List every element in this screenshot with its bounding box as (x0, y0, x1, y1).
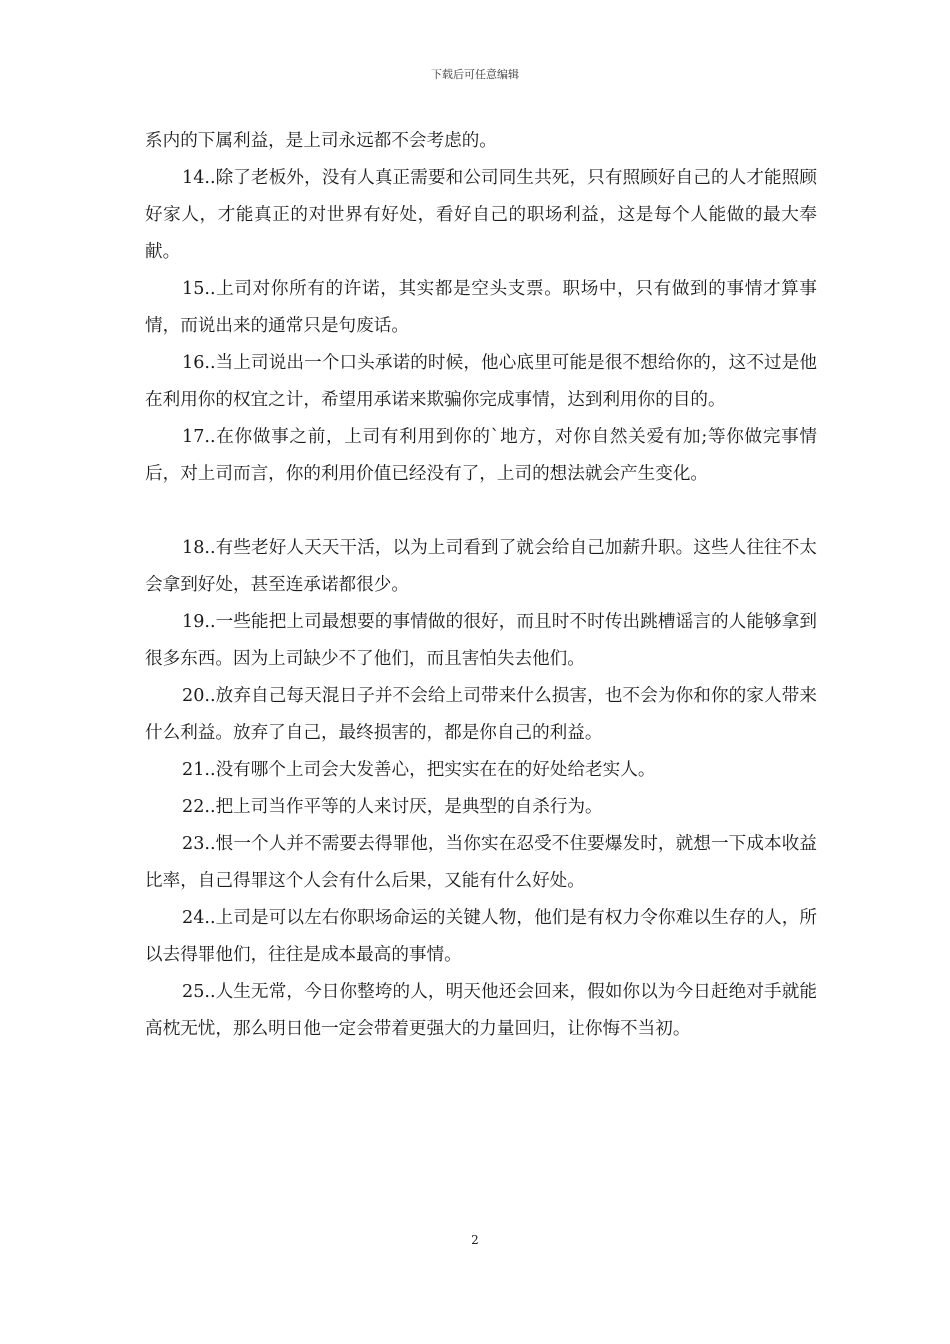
page-header: 下载后可任意编辑 (431, 68, 519, 81)
paragraph-item-15: 15..上司对你所有的许诺，其实都是空头支票。职场中，只有做到的事情才算事情，而说出来的通常只是句废话。 (145, 279, 817, 336)
blank-line (145, 493, 817, 530)
paragraph-item-25: 25..人生无常，今日你整垮的人，明天他还会回来，假如你以为今日赶绝对手就能高枕无忧，那么明日他一定会带着更强大的力量回归，让你悔不当初。 (145, 982, 817, 1039)
paragraph-item-17: 17..在你做事之前，上司有利用到你的`地方，对你自然关爱有加;等你做完事情后，对上司而言，你的利用价值已经没有了，上司的想法就会产生变化。 (145, 427, 817, 484)
paragraph-item-14: 14..除了老板外，没有人真正需要和公司同生共死，只有照顾好自己的人才能照顾好家人，才能真正的对世界有好处，看好自己的职场利益，这是每个人能做的最大奉献。 (145, 168, 817, 262)
paragraph-item-16: 16..当上司说出一个口头承诺的时候，他心底里可能是很不想给你的，这不过是他在利用你的权宜之计，希望用承诺来欺骗你完成事情，达到利用你的目的。 (145, 353, 817, 410)
document-body (145, 123, 817, 1048)
paragraph-item-20: 20..放弃自己每天混日子并不会给上司带来什么损害，也不会为你和你的家人带来什么利益。放弃了自己，最终损害的，都是你自己的利益。 (145, 686, 817, 743)
paragraph-item-23: 23..恨一个人并不需要去得罪他，当你实在忍受不住要爆发时，就想一下成本收益比率，自己得罪这个人会有什么后果，又能有什么好处。 (145, 834, 817, 891)
page-number: 2 (471, 1233, 479, 1247)
paragraph-item-24: 24..上司是可以左右你职场命运的关键人物，他们是有权力令你难以生存的人，所以去得罪他们，往往是成本最高的事情。 (145, 908, 817, 965)
paragraph-item-22: 22..把上司当作平等的人来讨厌，是典型的自杀行为。 (182, 797, 603, 817)
paragraph-continuation: 系内的下属利益，是上司永远都不会考虑的。 (145, 131, 497, 151)
paragraph-item-21: 21..没有哪个上司会大发善心，把实实在在的好处给老实人。 (182, 760, 656, 780)
paragraph-item-18: 18..有些老好人天天干活，以为上司看到了就会给自己加薪升职。这些人往往不太会拿到好处，甚至连承诺都很少。 (145, 538, 817, 595)
paragraph-item-19: 19..一些能把上司最想要的事情做的很好，而且时不时传出跳槽谣言的人能够拿到很多东西。因为上司缺少不了他们，而且害怕失去他们。 (145, 612, 817, 669)
